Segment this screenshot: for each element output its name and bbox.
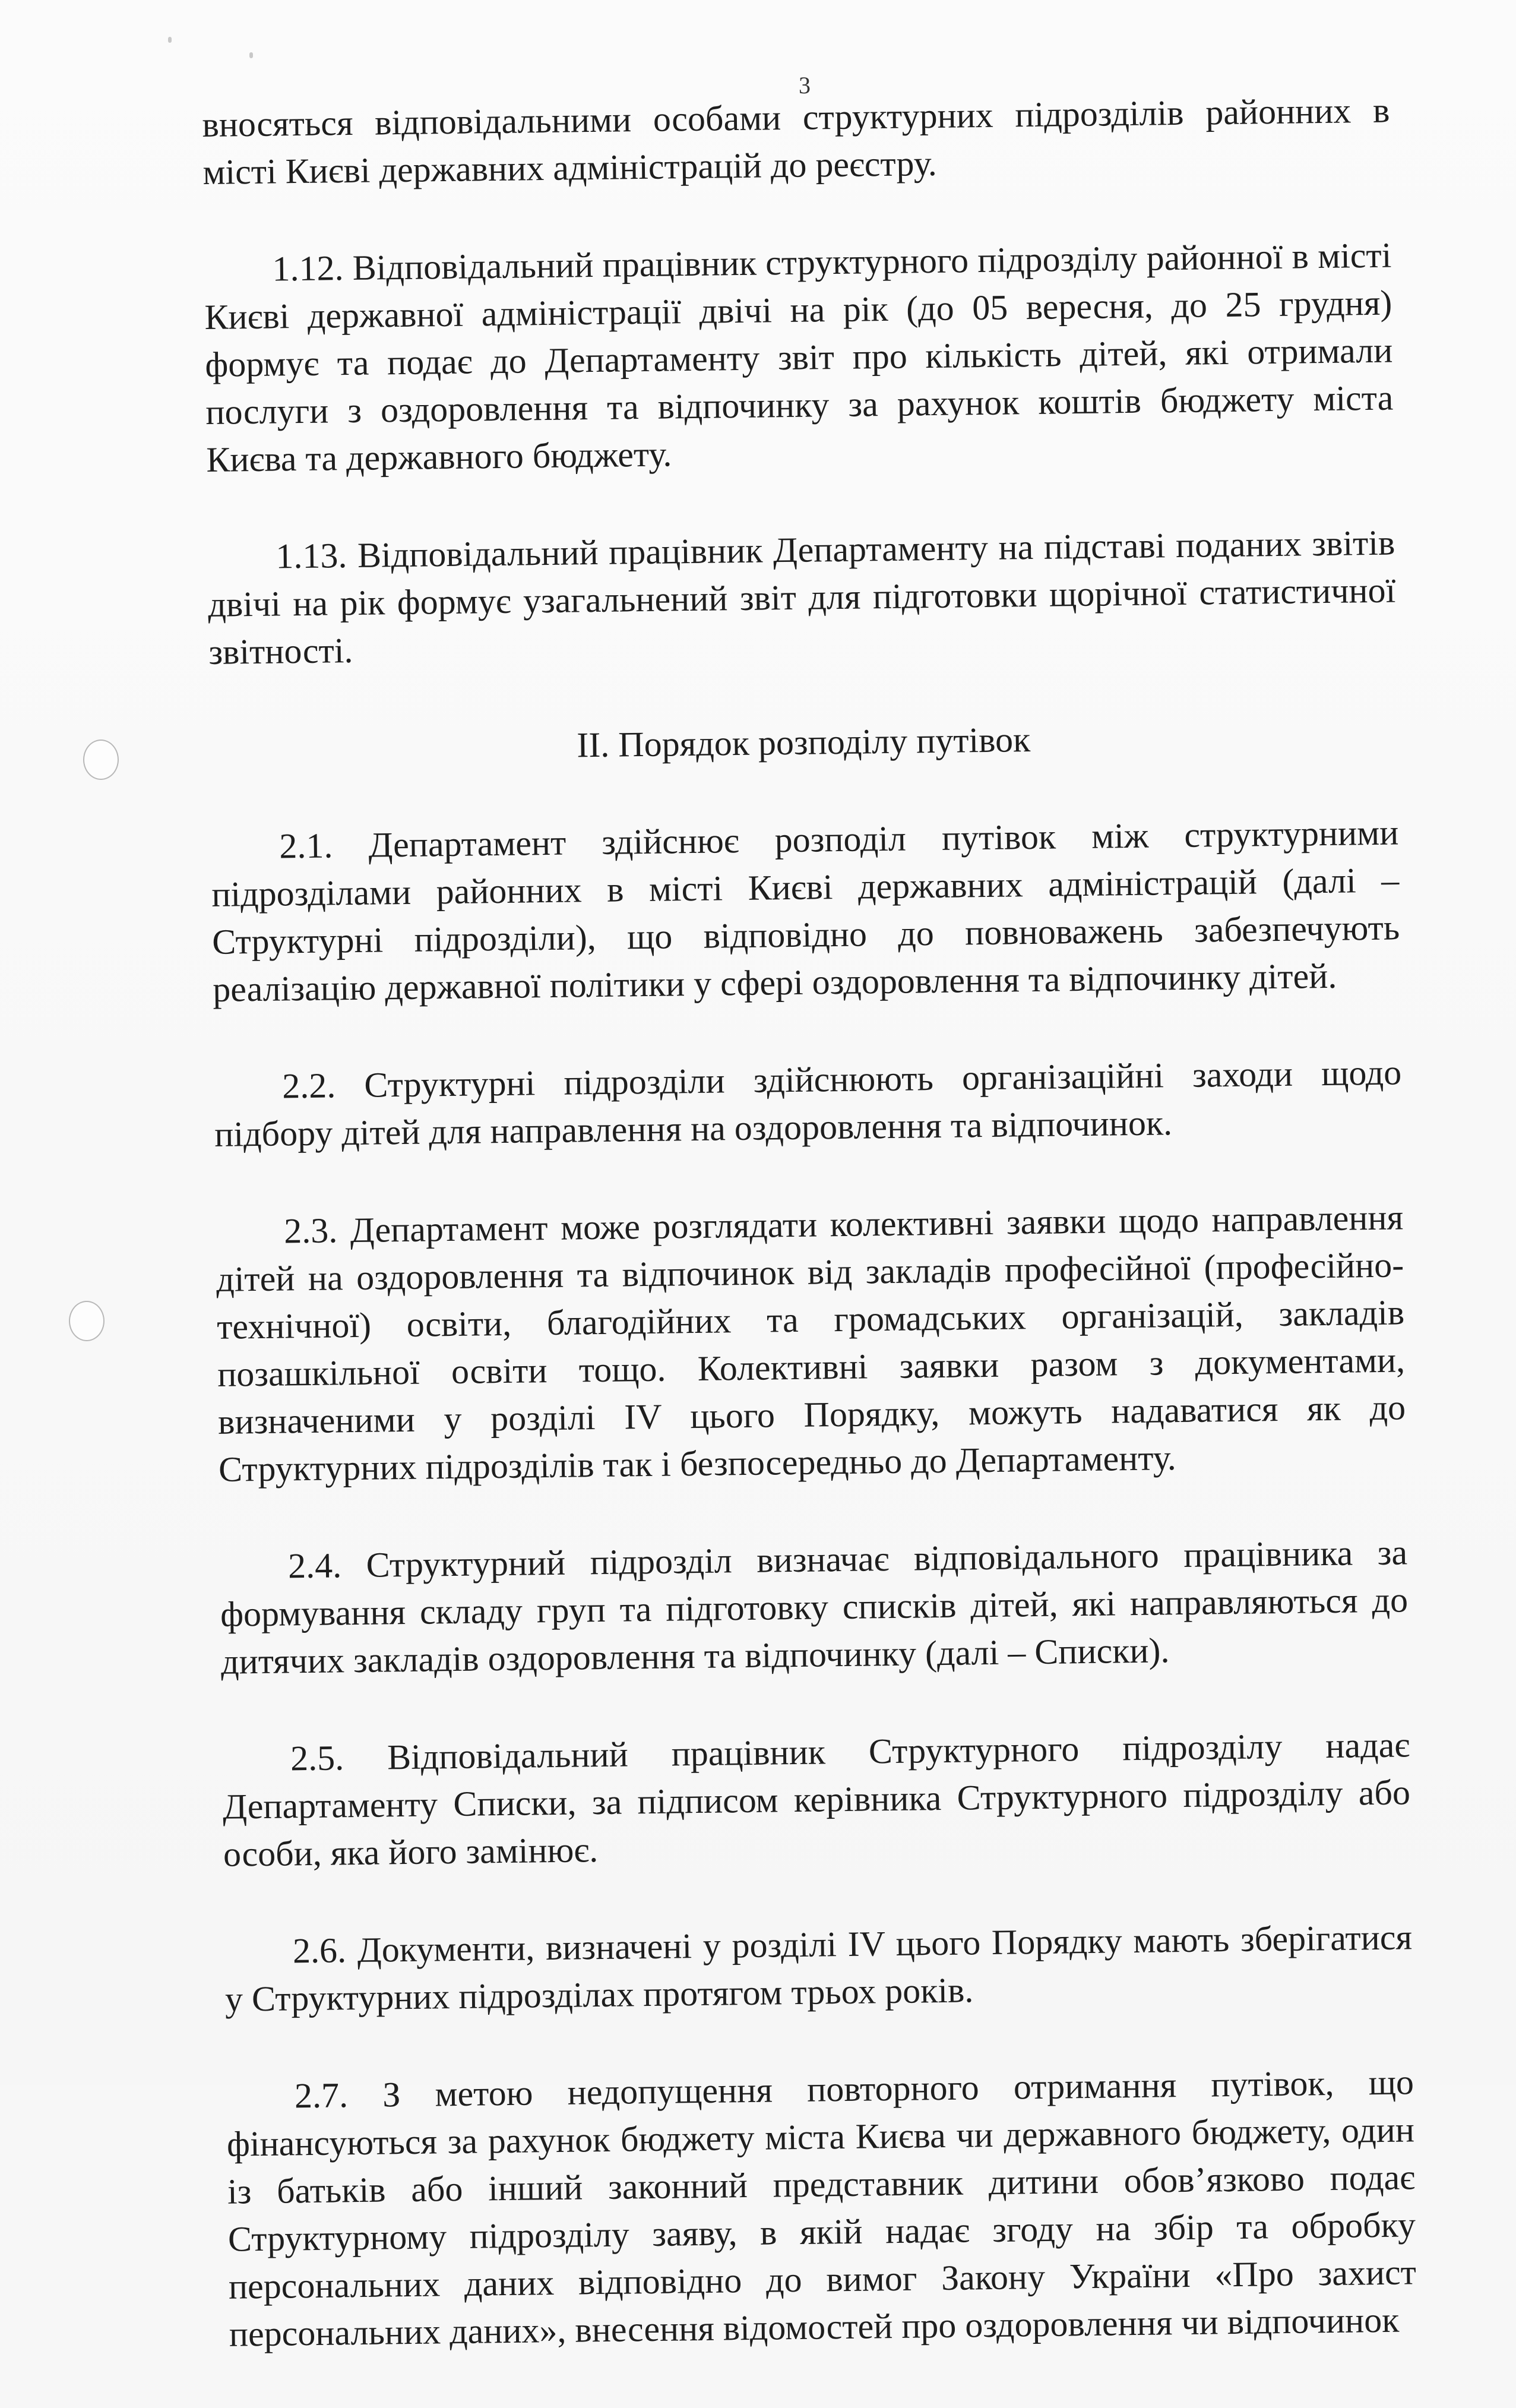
paragraph-2-1: 2.1. Департамент здійснює розподіл путівок між структурними підрозділами районних в місті Києві державних адміністрацій (далі – Структурні підрозділи), що відповідно до повноважень забезпечують реалізацію державної політики у сфері оздоровлення та відпочинку дітей. (211, 813, 1400, 1009)
scan-speck (249, 52, 253, 58)
punch-hole (83, 740, 119, 780)
document-body (202, 87, 1417, 2408)
scan-speck (168, 37, 172, 43)
paragraph-2-6: 2.6. Документи, визначені у розділі IV цього Порядку мають зберігатися у Структурних підрозділах протягом трьох років. (224, 1917, 1413, 2019)
section-heading: II. Порядок розподілу путівок (576, 720, 1031, 765)
paragraph-2-7: 2.7. З метою недопущення повторного отримання путівок, що фінансуються за рахунок бюджету міста Києва чи державного бюджету, один із батьків або інший законний представник дитини обов’язково подає Структурному підрозділу заяву, в якій надає згоду на збір та обробку персональних даних відповідно до вимог Закону України «Про захист персональних даних», внесення відомостей про оздоровлення чи відпочинок (226, 2062, 1417, 2354)
paragraph-1-13: 1.13. Відповідальний працівник Департаменту на підставі поданих звітів двічі на рік формує узагальнений звіт для підготовки щорічної статистичної звітності. (207, 523, 1396, 672)
paragraph-1-12: 1.12. Відповідальний працівник структурного підрозділу районної в місті Києві державної адміністрації двічі на рік (до 05 вересня, до 25 грудня) формує та подає до Департаменту звіт про кількість дітей, які отримали послуги з оздоровлення та відпочинку за рахунок коштів бюджету міста Києва та державного бюджету. (204, 235, 1394, 479)
paragraph-2-4: 2.4. Структурний підрозділ визначає відповідального працівника за формування складу груп та підготовку списків дітей, які направляються до дитячих закладів оздоровлення та відпочинку (далі – Списки). (220, 1532, 1409, 1682)
paragraph-continuation: вносяться відповідальними особами структурних підрозділів районних в місті Києві державних адміністрацій до реєстру. (202, 90, 1390, 192)
page-number: 3 (799, 72, 811, 99)
paragraph-2-5: 2.5. Відповідальний працівник Структурного підрозділу надає Департаменту Списки, за підписом керівника Структурного підрозділу або особи, яка його замінює. (222, 1725, 1411, 1874)
paragraph-2-2: 2.2. Структурні підрозділи здійснюють організаційні заходи щодо підбору дітей для направлення на оздоровлення та відпочинок. (214, 1053, 1402, 1154)
punch-hole (69, 1301, 105, 1341)
paragraph-2-3: 2.3. Департамент може розглядати колективні заявки щодо направлення дітей на оздоровлення та відпочинок від закладів професійної (професійно-технічної) освіти, благодійних та громадських організацій, закладів позашкільної освіти тощо. Колективні заявки разом з документами, визначеними у розділі IV цього Порядку, можуть надаватися як до Структурних підрозділів так і безпосередньо до Департаменту. (216, 1197, 1406, 1489)
